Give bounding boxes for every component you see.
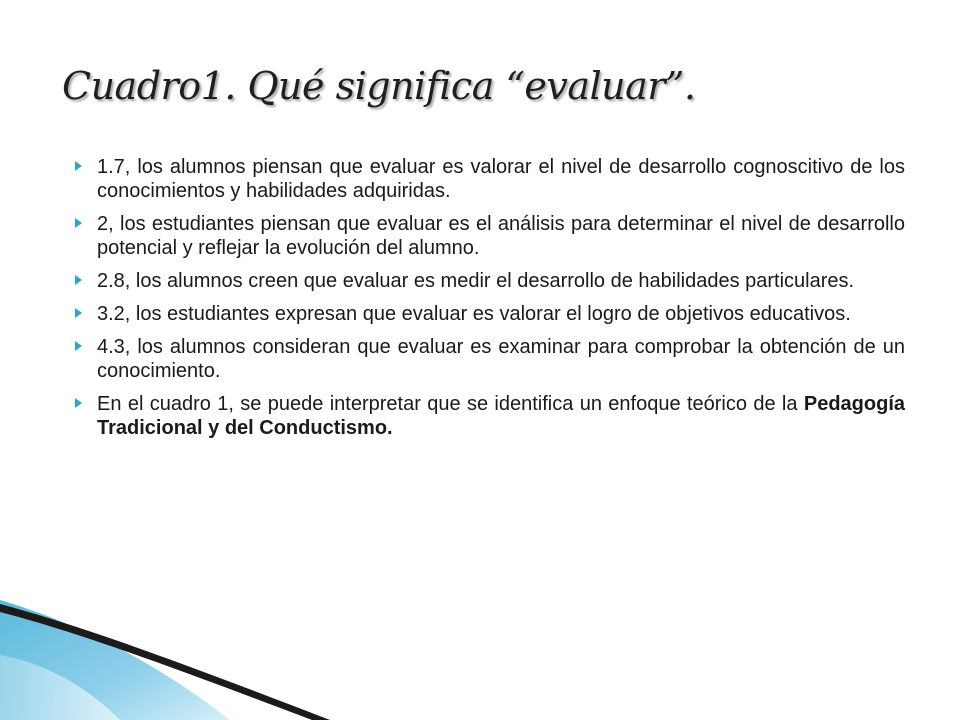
arrow-bullet-icon [75,398,82,408]
wave-light-band [0,655,120,720]
bullet-bold-text: Pedagogía Tradicional y del Conductismo. [97,393,905,439]
bullet-text: 2, los estudiantes piensan que evaluar es el análisis para determinar el nivel de desarrollo potencial y reflejar la evolución del alumno. [97,213,905,259]
bullet-list [75,155,905,449]
wave-dark-stroke [0,604,330,720]
bullet-text: En el cuadro 1, se puede interpretar que se identifica un enfoque teórico de la [97,393,804,415]
arrow-bullet-icon [75,275,82,285]
bullet-item [75,392,905,440]
bullet-text: 2.8, los alumnos creen que evaluar es medir el desarrollo de habilidades particulares. [97,270,855,292]
bullet-text: 4.3, los alumnos consideran que evaluar es examinar para comprobar la obtención de un conocimiento. [97,336,905,382]
bullet-item [75,212,905,260]
bullet-item [75,335,905,383]
bullet-text: 3.2, los estudiantes expresan que evaluar es valorar el logro de objetivos educativos. [97,303,851,325]
bullet-item [75,302,905,326]
slide-title: Cuadro1. Qué significa “evaluar”. [62,64,696,108]
arrow-bullet-icon [75,341,82,351]
bullet-item [75,155,905,203]
wave-blue-band [0,600,230,720]
bullet-item [75,269,905,293]
arrow-bullet-icon [75,218,82,228]
arrow-bullet-icon [75,161,82,171]
bullet-text: 1.7, los alumnos piensan que evaluar es valorar el nivel de desarrollo cognoscitivo de los conocimientos y habilidades adquiridas. [97,156,905,202]
arrow-bullet-icon [75,308,82,318]
